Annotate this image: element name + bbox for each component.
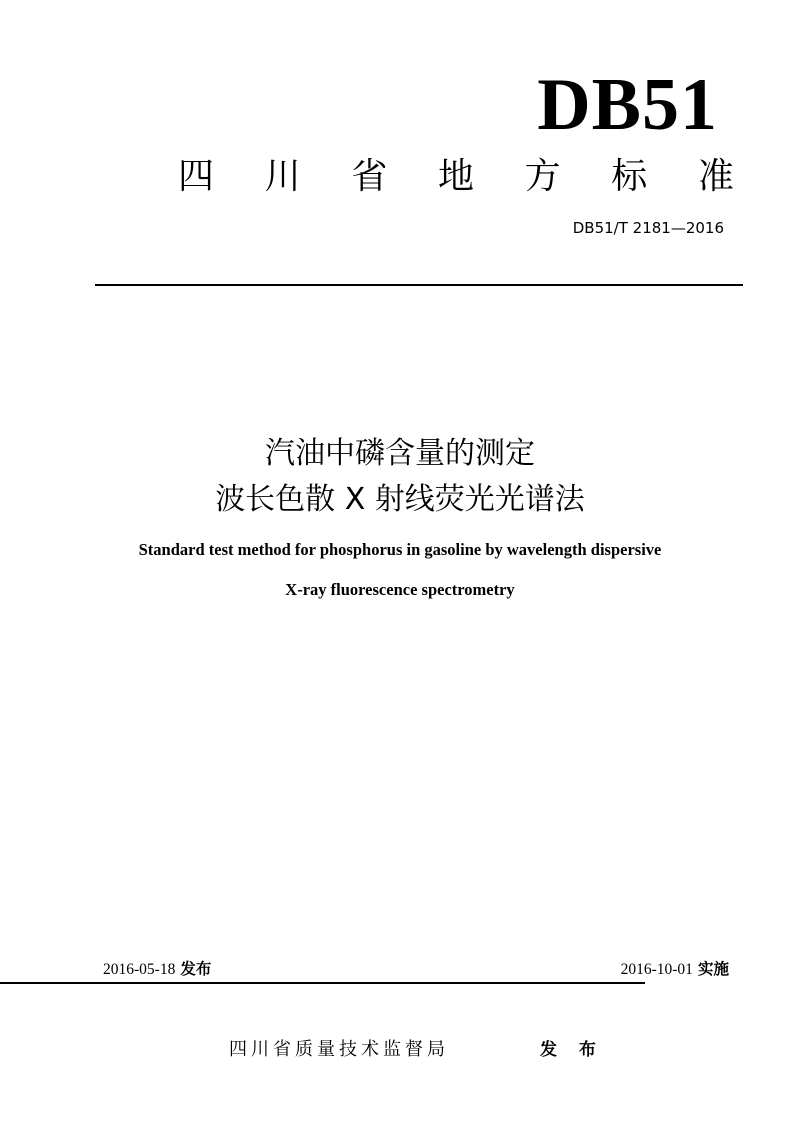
issue-date: 2016-05-18 bbox=[103, 961, 176, 978]
english-title-line-1: Standard test method for phosphorus in gasoline by wavelength dispersive bbox=[138, 540, 662, 559]
standard-type-char: 标 bbox=[611, 156, 648, 197]
top-divider bbox=[95, 284, 743, 286]
chinese-title-line-1: 汽油中磷含量的测定 bbox=[265, 436, 535, 471]
standard-type-char: 川 bbox=[264, 156, 301, 197]
standard-type-char: 省 bbox=[351, 156, 388, 197]
standard-type-char: 四 bbox=[178, 156, 215, 197]
implementation-date-block bbox=[621, 958, 729, 981]
publish-label: 发 布 bbox=[540, 1040, 604, 1060]
english-title-line-2: X-ray fluorescence spectrometry bbox=[285, 580, 515, 599]
standard-type-char: 准 bbox=[697, 156, 734, 197]
issue-label: 发布 bbox=[180, 960, 212, 978]
chinese-title-line-2: 波长色散 X 射线荧光光谱法 bbox=[215, 482, 585, 517]
implementation-date: 2016-10-01 bbox=[620, 961, 693, 978]
standard-type bbox=[178, 152, 734, 202]
issuing-authority: 四川省质量技术监督局 bbox=[229, 1039, 449, 1060]
implementation-label: 实施 bbox=[697, 960, 729, 978]
standard-number: DB51/T 2181—2016 bbox=[572, 219, 724, 237]
bottom-divider bbox=[0, 982, 645, 984]
standard-type-char: 地 bbox=[437, 156, 474, 197]
standard-type-char: 方 bbox=[524, 156, 561, 197]
standard-code: DB51 bbox=[537, 64, 718, 146]
issue-date-block bbox=[103, 958, 211, 981]
